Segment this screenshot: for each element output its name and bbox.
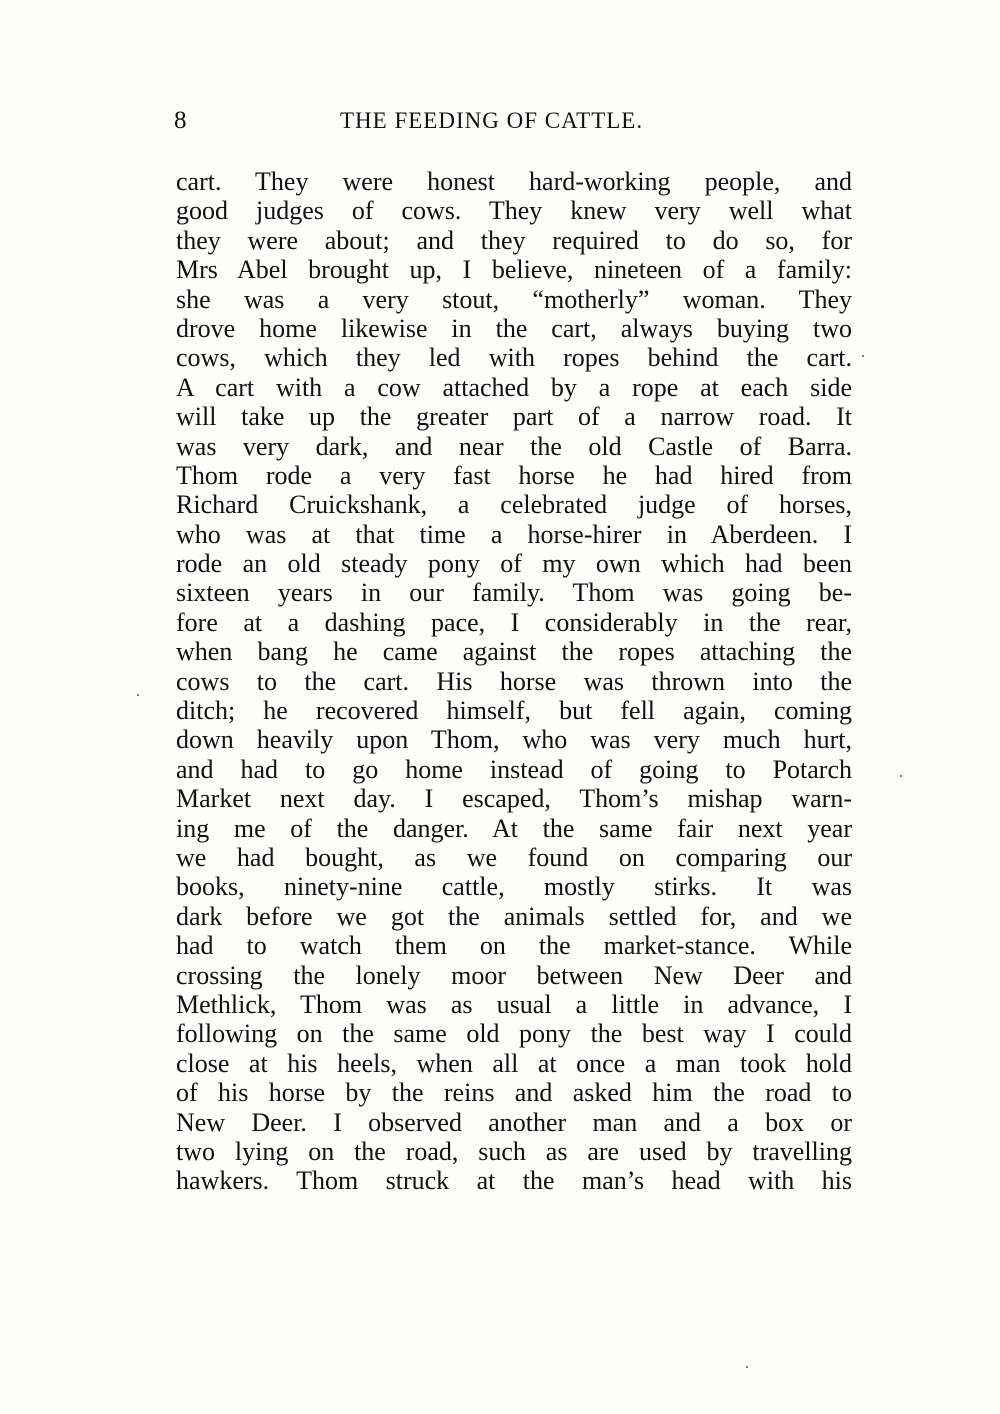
text-line: close at his heels, when all at once a man took hold bbox=[176, 1048, 852, 1078]
text-line: down heavily upon Thom, who was very much hurt, bbox=[176, 725, 852, 755]
text-line: fore at a dashing pace, I considerably in the rear, bbox=[176, 607, 852, 637]
text-line: cows to the cart. His horse was thrown into the bbox=[176, 666, 852, 696]
text-line: drove home likewise in the cart, always buying two bbox=[176, 313, 852, 343]
text-line: Richard Cruickshank, a celebrated judge of horses, bbox=[176, 490, 852, 520]
text-line: will take up the greater part of a narrow road. It bbox=[176, 402, 852, 432]
text-line: she was a very stout, “motherly” woman. They bbox=[176, 284, 852, 314]
scan-speck bbox=[862, 355, 864, 357]
body-text bbox=[176, 167, 852, 1196]
text-line: Mrs Abel brought up, I believe, nineteen of a family: bbox=[176, 255, 852, 285]
text-line: who was at that time a horse-hirer in Aberdeen. I bbox=[176, 519, 852, 549]
text-line: good judges of cows. They knew very well what bbox=[176, 196, 852, 226]
text-line: we had bought, as we found on comparing our bbox=[176, 842, 852, 872]
text-line: crossing the lonely moor between New Deer and bbox=[176, 960, 852, 990]
text-line: cart. They were honest hard-working people, and bbox=[176, 167, 852, 196]
text-line: ing me of the danger. At the same fair next year bbox=[176, 813, 852, 843]
text-line: following on the same old pony the best way I could bbox=[176, 1019, 852, 1049]
scan-speck bbox=[137, 694, 139, 696]
text-line: cows, which they led with ropes behind the cart. bbox=[176, 343, 852, 373]
scan-speck bbox=[900, 775, 902, 777]
text-line: rode an old steady pony of my own which had been bbox=[176, 549, 852, 579]
text-line: and had to go home instead of going to Potarch bbox=[176, 754, 852, 784]
text-line: dark before we got the animals settled for, and we bbox=[176, 901, 852, 931]
text-line: was very dark, and near the old Castle of Barra. bbox=[176, 431, 852, 461]
scan-speck bbox=[746, 1366, 748, 1368]
text-line: A cart with a cow attached by a rope at each side bbox=[176, 372, 852, 402]
text-line: they were about; and they required to do so, for bbox=[176, 225, 852, 255]
text-line: two lying on the road, such as are used by travelling bbox=[176, 1136, 852, 1166]
text-line: Market next day. I escaped, Thom’s mishap warn- bbox=[176, 784, 852, 814]
text-line: New Deer. I observed another man and a box or bbox=[176, 1107, 852, 1137]
text-line: Thom rode a very fast horse he had hired from bbox=[176, 460, 852, 490]
text-line: when bang he came against the ropes attaching the bbox=[176, 637, 852, 667]
text-line: Methlick, Thom was as usual a little in advance, I bbox=[176, 989, 852, 1019]
running-title: THE FEEDING OF CATTLE. bbox=[340, 108, 644, 133]
text-line: hawkers. Thom struck at the man’s head with his bbox=[176, 1166, 852, 1196]
text-line: had to watch them on the market-stance. While bbox=[176, 931, 852, 961]
page-number: 8 bbox=[174, 107, 187, 134]
text-line: ditch; he recovered himself, but fell again, coming bbox=[176, 696, 852, 726]
text-line: of his horse by the reins and asked him the road to bbox=[176, 1078, 852, 1108]
text-line: sixteen years in our family. Thom was going be- bbox=[176, 578, 852, 608]
text-line: books, ninety-nine cattle, mostly stirks. It was bbox=[176, 872, 852, 902]
